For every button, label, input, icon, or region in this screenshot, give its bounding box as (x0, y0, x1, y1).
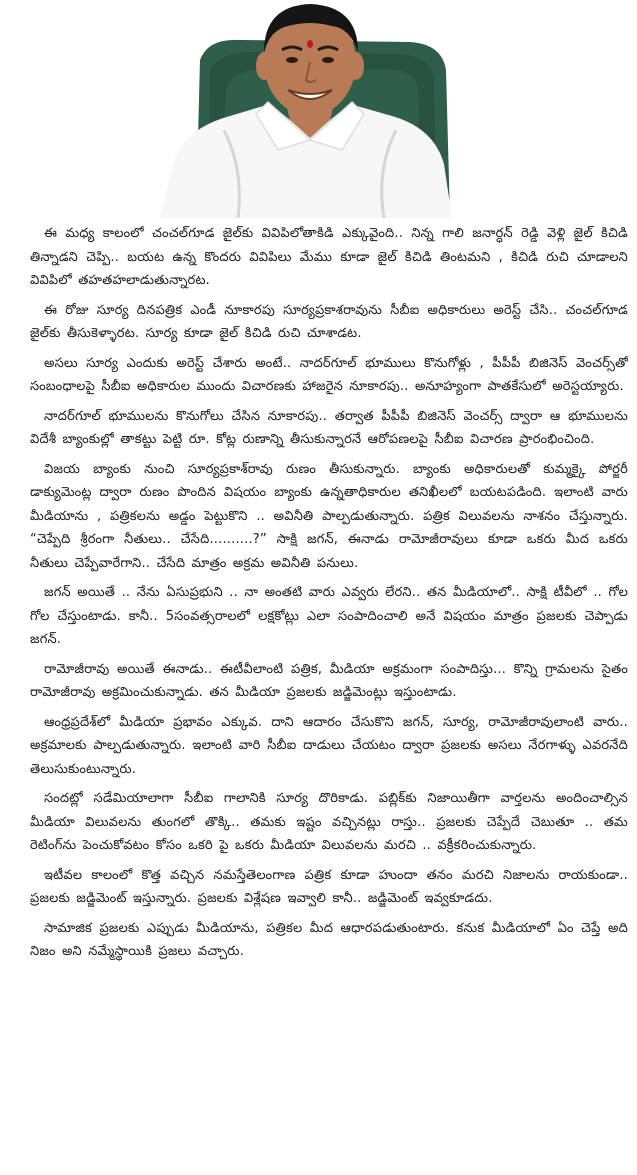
article-body (30, 222, 628, 970)
paragraph-3: అసలు సూర్య ఎందుకు అరెస్ట్ చేశారు అంటే.. నాదర్‌గూల్ భూములు కొనుగోళ్లు , పీపీపీ బిజినెస్ వెంచర్స్‌తో సంబంధాలపై సీబీఐ అధికారుల ముందు విచారణకు హాజరైన నూకారపు.. అనూహ్యంగా పాతకేసులో అరెస్టయ్యారు. (30, 355, 628, 394)
paragraph-1: ఈ మధ్య కాలంలో చంచల్‌గూడ జైల్‌కు వివిపిలోతాకిడి ఎక్కువైంది.. నిన్న గాలి జనార్ధన్ రెడ్డి వెళ్లి జైల్ కిచిడి తిన్నాడని చెప్పి.. బయట ఉన్న కొందరు వివిపిలు మేము కూడా జైల్ కిచిడి తింటమని , కిచిడి రుచి చూడాలని వివిపిలో తహతహలాడుతున్నారట. (30, 226, 628, 288)
paragraph-10: ఇటీవల కాలంలో కొత్త వచ్చిన నమస్తేతెలంగాణ పత్రిక కూడా హుందా తనం మరచి నిజాలను రాయకుండా.. ప్రజలకు జడ్జిమెంట్ ఇస్తున్నారు. ప్రజలకు విశ్లేషణ ఇవ్వాలి కానీ.. జడ్జిమెంట్ ఇవ్వకూడదు. (30, 867, 628, 906)
paragraph-2: ఈ రోజు సూర్య దినపత్రిక ఎండీ నూకారపు సూర్యప్రకాశరావును సీబీఐ అధికారులు అరెస్ట్ చేసి.. చంచల్‌గూడ జైల్‌కు తీసుకెళ్ళారట. సూర్య కూడా జైల్ కిచిడి రుచి చూశాడట. (30, 302, 628, 341)
ear-left (256, 52, 272, 80)
eye-left (286, 57, 298, 63)
eye-right (322, 57, 334, 63)
paragraph-7: రామోజీరావు అయితే ఈనాడు.. ఈటీవీలాంటి పత్రిక, మీడియా అక్రమంగా సంపాదిస్తు... కొన్ని గ్రామలను సైతం రామోజీరావు అక్రమించుకున్నాడు. తన మీడియా ప్రజలకు జడ్జిమెంట్లు ఇస్తుంటాడు. (30, 661, 628, 700)
paragraph-8: ఆంధ్రప్రదేశ్‌లో మీడియా ప్రభావం ఎక్కువ. దాని ఆదారం చేసుకొని జగన్, సూర్య, రామోజీరావులాంటి వారు.. అక్రమాలకు పాల్పడుతున్నారు. ఇలాంటి వారి సీబీఐ దాడులు చేయటం ద్వారా ప్రజలకు అసలు నేరగాళ్ళు ఎవరనేది తెలుసుకుంటున్నారు. (30, 714, 628, 777)
portrait-photo (160, 0, 458, 218)
paragraph-11: సామాజిక ప్రజలకు ఎప్పుడు మీడియాను, పత్రికల మీద ఆధారపడుతుంటారు. కనుక మీడియాలో ఏం చెప్తే అది నిజం అని నమ్మేస్థాయికి ప్రజలు వచ్చారు. (30, 920, 628, 959)
paragraph-5: విజయ బ్యాంకు నుంచి సూర్యప్రకాశ్‌రావు రుణం తీసుకున్నారు. బ్యాంకు అధికారులతో కుమ్మక్కై పోర్జరీ డాక్యుమెంట్ల ద్వారా రుణం పొందిన విషయం బ్యాంకు ఉన్నతాధికారుల తనిఖీలలో బయటపడింది. ఇలాంటి వారు మీడియాను , పత్రికలను అడ్డం పెట్టుకొని .. అవినీతి పాల్పడుతున్నారు. పత్రిక విలువలను నాశనం చేస్తున్నారు. “చెప్పేది శ్రీరంగా నీతులు.. చేసేది..........?” సాక్షి జగన్, ఈనాడు రామోజీరావులు కూడా ఒకరు మీద ఒకరు నీతులు చెప్పేవారేగాని.. చేసేది మాత్రం అక్రమ అవినీతి పనులు. (30, 461, 628, 571)
tilak (307, 40, 313, 48)
paragraph-9: సందట్లో సడేమియాలాగా సీబీఐ గాలానికి సూర్య దొరికాడు. పబ్లిక్‌కు నిజాయితీగా వార్తలను అందించాల్సిన మీడియా విలువలను తుంగలో తొక్కి.. తమకు ఇష్టం వచ్చినట్లు రాస్తు.. ప్రజలకు చెప్పేదే చెబుతూ .. తమ రెటింగ్‌ను పెంచుకోవటం కోసం ఒకరి పై ఒకరు మీడియా విలువలను మరచి .. వక్రీకరించుకున్నారు. (30, 791, 628, 853)
ear-right (348, 52, 364, 80)
portrait-image (160, 0, 458, 218)
paragraph-4: నాదర్‌గూల్ భూములను కొనుగోలు చేసిన నూకారపు.. తర్వాత పీపీపీ బిజినెస్ వెంచర్స్ ద్వారా ఆ భూములను విదేశీ బ్యాంకుల్లో తాకట్టు పెట్టి రూ. కోట్ల రుణాన్ని తీసుకున్నారనే ఆరోపణలపై సీబీఐ విచారణ ప్రారంభించింది. (30, 408, 628, 447)
paragraph-6: జగన్ అయితే .. నేను ఏసుప్రభుని .. నా అంతటి వారు ఎవ్వరు లేరని.. తన మీడియాలో.. సాక్షి టీవీలో .. గోల గోల చేస్తుంటాడు. కానీ.. 5సంవత్సరాలలో లక్షకోట్లు ఎలా సంపాదించాలి అనే విషయం మాత్రం ప్రజలకు చెప్పాడు జగన్. (30, 585, 628, 647)
